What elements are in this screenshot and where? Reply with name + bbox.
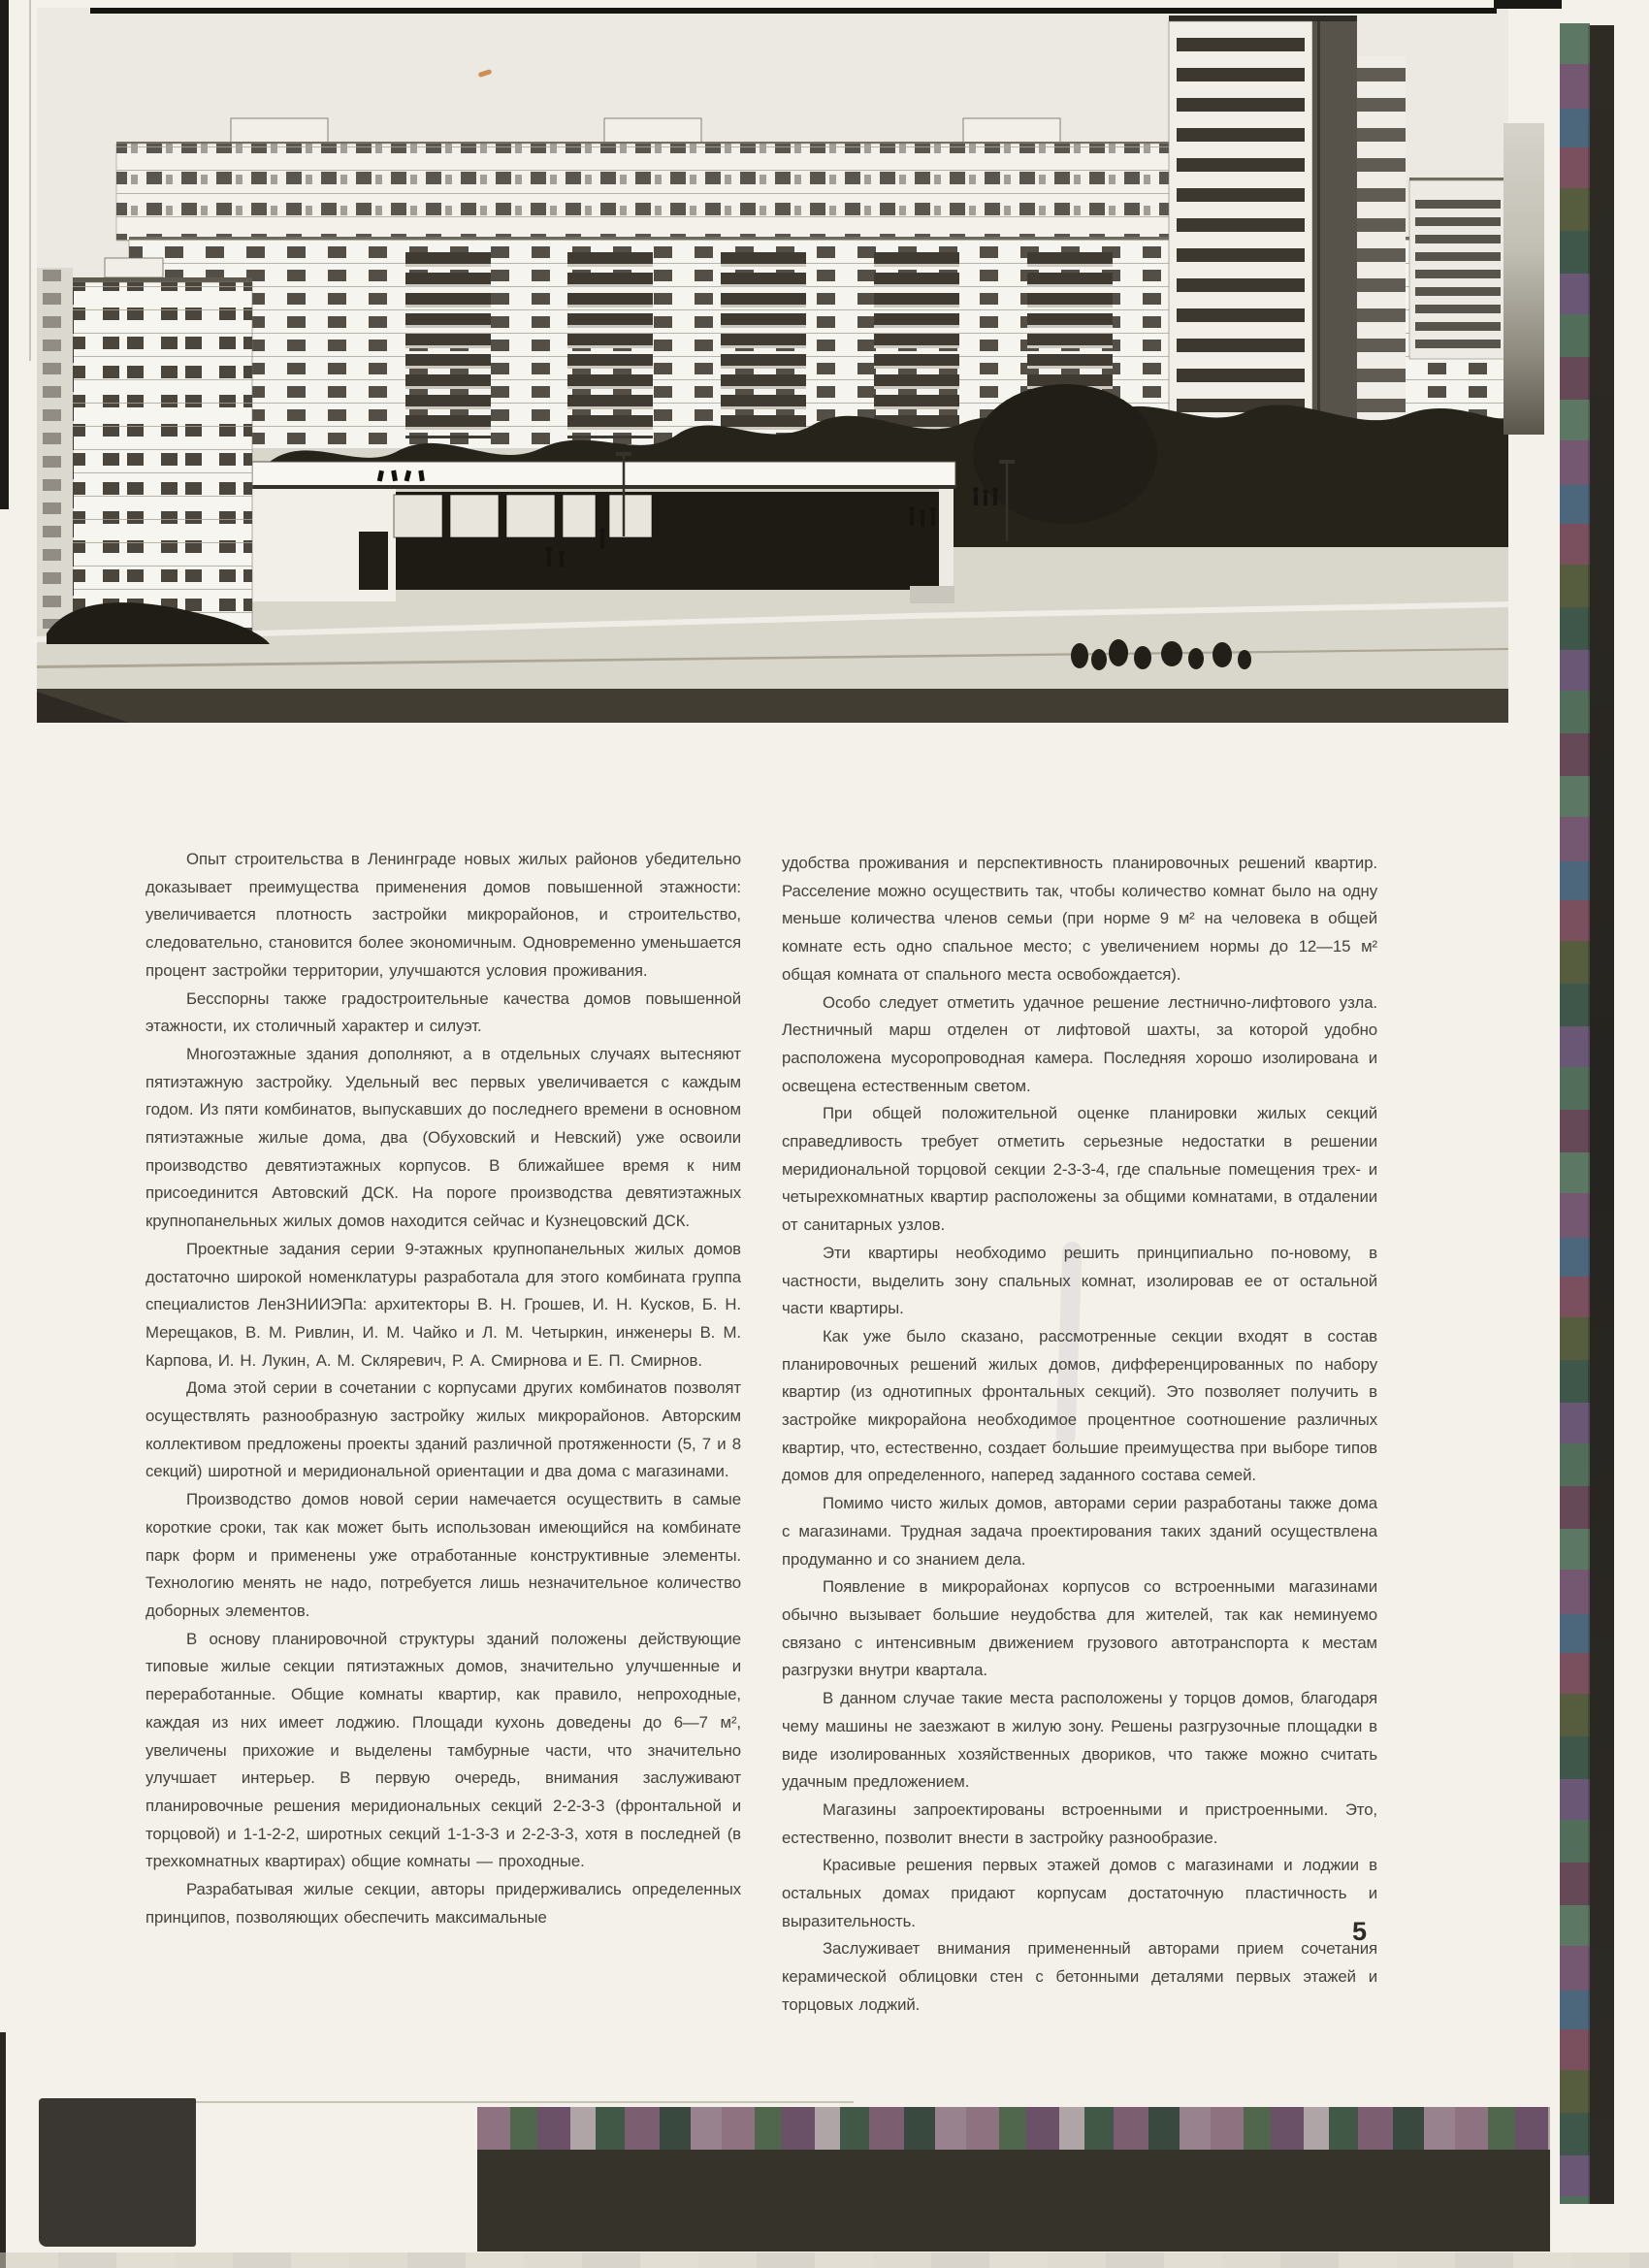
paragraph: Красивые решения первых этажей домов с магазинами и лоджии в остальных домах придают корпусам достаточную пластичность и выразительность. (782, 1856, 1377, 1930)
scan-left-black-bar-bottom (0, 2032, 6, 2268)
paragraph: Бесспорны также градостроительные качества домов повышенной этажности, их столичный характер и силуэт. (146, 988, 741, 1036)
article-right-column (782, 850, 1377, 2020)
adjacent-page-photo-sliver (1504, 123, 1544, 435)
paragraph: Дома этой серии в сочетании с корпусами других комбинатов позволят осуществлять разнообразную застройку жилых микрорайонов. Авторским коллективом предложены проекты зданий различной протяженности (5, 7 и 8 секций) широтной и меридиональной ориентации и два дома с магазинами. (146, 1378, 741, 1481)
paragraph: Появление в микрорайонах корпусов со встроенными магазинами обычно вызывает большие неудобства для жителей, так как неминуемо связано с интенсивным движением грузового автотранспорта к местам разгрузки внутри квартала. (782, 1577, 1377, 1680)
scan-bottom-left-block (39, 2098, 196, 2247)
scan-faint-line (194, 2101, 854, 2103)
paragraph: Многоэтажные здания дополняют, а в отдельных случаях вытесняют пятиэтажную застройку. Удельный вес первых увеличивается с каждым годом. Из пяти комбинатов, выпускавших до последнего времени в основном пятиэтажные жилые дома, два (Обуховский и Невский) уже освоили производство девятиэтажных корпусов. В ближайшее время к ним присоединится Автовский ДСК. На пороге производства девятиэтажных крупнопанельных жилых домов находится сейчас и Кузнецовский ДСК. (146, 1044, 741, 1231)
tree-clump-right (973, 384, 1157, 524)
binding-color-strip (1560, 23, 1590, 2204)
paragraph: При общей положительной оценке планировки жилых секций справедливость требует отметить серьезные недостатки в решении меридиональной торцовой секции 2-3-3-4, где спальные помещения трех- и четырехкомнатных квартир расположены за общими комнатами, в отдалении от санитарных узлов. (782, 1104, 1377, 1235)
scan-top-right-tick (1494, 0, 1562, 9)
paragraph: Заслуживает внимания примененный авторами прием сочетания керамической облицовки стен с бетонными деталями первых этажей и торцовых лоджий. (782, 1939, 1377, 2014)
panel-housing-illustration (37, 8, 1508, 723)
left-tower (37, 258, 270, 644)
right-tall-tower (1169, 16, 1406, 444)
right-nine-story-block (1409, 178, 1506, 359)
scan-left-thin-line (29, 0, 31, 361)
paragraph-continuation: удобства проживания и перспективность планировочных решений квартир. Расселение можно осуществить так, чтобы количество комнат было на одну меньше количества членов семьи (при норме 9 м² на человека в общей комнате есть одно спальное место; с увеличением нормы до 12—15 м² общая комната от спального места освобождается). (782, 854, 1377, 984)
paragraph: В основу планировочной структуры зданий положены действующие типовые жилые секции пятиэтажных домов, значительно улучшенные и переработанные. Общие комнаты квартир, как правило, непроходные, каждая из них имеет лоджию. Площади кухонь доведены до 6—7 м², увеличены прихожие и выделены тамбурные части, что значительно улучшает интерьер. В первую очередь, внимания заслуживают планировочные решения меридиональных секций 2-2-3-3 (фронтальной и торцовой) и 1-1-2-2, широтных секций 1-1-3-3 и 2-2-3-3, хотя в последней (в трехкомнатных квартирах) общие комнаты — проходные. (146, 1629, 741, 1871)
paragraph: В данном случае такие места расположены у торцов домов, благодаря чему машины не заезжают в жилую зону. Решены разгрузочные площадки в виде изолированных хозяйственных двориков, что также можно считать удачным предложением. (782, 1689, 1377, 1792)
article-left-column (146, 846, 741, 1931)
scan-left-black-bar (0, 0, 9, 509)
scan-bottom-band (477, 2107, 1550, 2252)
binding-dark-strip (1588, 25, 1614, 2204)
paragraph: Помимо чисто жилых домов, авторами серии разработаны также дома с магазинами. Трудная задача проектирования таких зданий осуществлена продуманно и со знанием дела. (782, 1494, 1377, 1569)
paragraph: Как уже было сказано, рассмотренные секции входят в состав планировочных решений жилых домов, дифференцированных по набору квартир (из однотипных фронтальных секций). Это позволяет получить в застройке микрорайона необходимое процентное соотношение различных квартир, что, естественно, создает большие преимущества при выборе типов домов для определенного, наперед заданного состава семей. (782, 1326, 1377, 1485)
page-number: 5 (1352, 1917, 1368, 1946)
paragraph: Опыт строительства в Ленинграде новых жилых районов убедительно доказывает преимущества применения домов повышенной этажности: увеличивается плотность застройки микрорайонов, и строительство, следовательно, становится более экономичным. Одновременно уменьшается процент застройки территории, улучшаются условия проживания. (146, 850, 741, 980)
scan-top-bar (90, 8, 1497, 14)
paragraph: Эти квартиры необходимо решить принципиально по-новому, в частности, выделить зону спальных комнат, изолировав ее от остальной части квартиры. (782, 1243, 1377, 1318)
paragraph: Особо следует отметить удачное решение лестнично-лифтового узла. Лестничный марш отделен от лифтовой шахты, за которой удобно расположена мусоропроводная камера. Последняя хорошо изолирована и освещена естественным светом. (782, 992, 1377, 1095)
scan-bottom-band-mottle (477, 2107, 1550, 2150)
paragraph: Производство домов новой серии намечается осуществить в самые короткие сроки, так как может быть использован имеющийся на комбинате парк форм и применены уже отработанные конструктивные элементы. Технологию менять не надо, потребуется лишь незначительное количество доборных элементов. (146, 1490, 741, 1620)
paragraph: Магазины запроектированы встроенными и пристроенными. Это, естественно, позволит внести в застройку разнообразие. (782, 1799, 1377, 1847)
paragraph: Разрабатывая жилые секции, авторы придерживались определенных принципов, позволяющих обеспечить максимальные (146, 1880, 741, 1927)
architectural-rendering-photo (37, 8, 1508, 723)
scan-bottom-edge (0, 2252, 1649, 2268)
paragraph: Проектные задания серии 9-этажных крупнопанельных жилых домов достаточно широкой номенклатуры разработала для этого комбината группа специалистов ЛенЗНИИЭПа: архитекторы В. Н. Грошев, И. Н. Кусков, Б. Н. Мерещаков, В. М. Ривлин, И. М. Чайко и Л. М. Четыркин, инженеры В. М. Карпова, И. Н. Лукин, А. М. Скляревич, Р. А. Смирнова и Е. П. Смирнов. (146, 1239, 741, 1370)
